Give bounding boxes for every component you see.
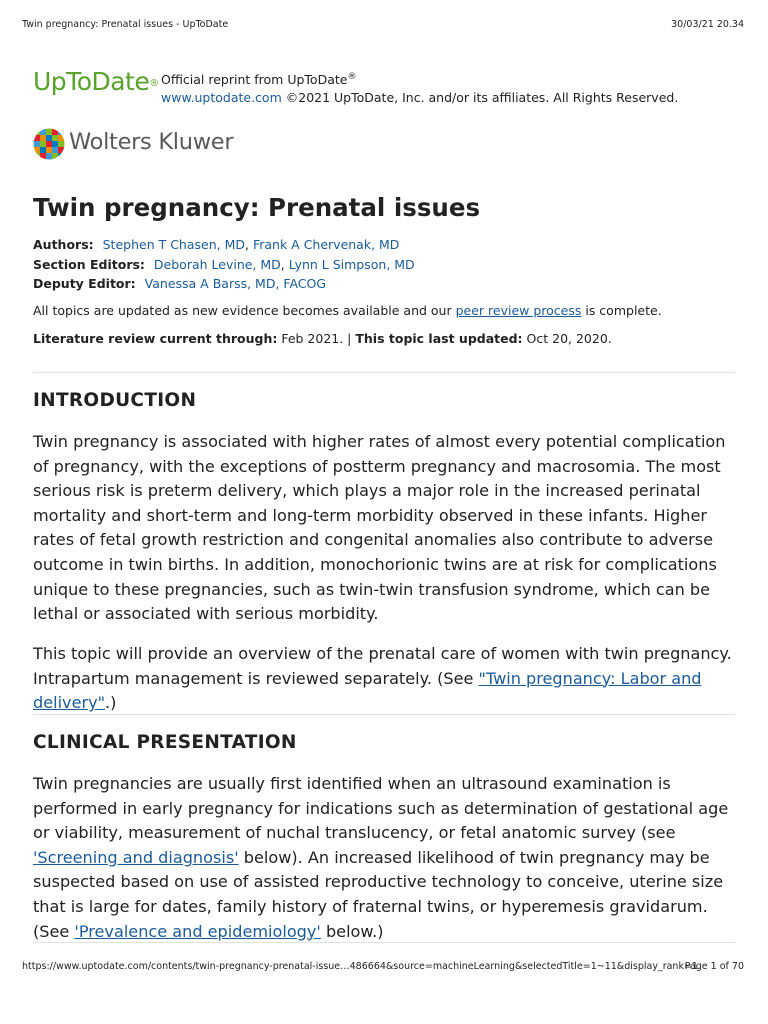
prevalence-epidemiology-link[interactable]: 'Prevalence and epidemiology' xyxy=(74,921,321,941)
print-header-datetime: 30/03/21 20.34 xyxy=(671,19,744,30)
author-separator: , xyxy=(245,237,253,252)
clinical-text: Twin pregnancies are usually first identified when an ultrasound examination is performed in early pregnancy for indications such as determination of gestational age or viability, measurement of nuchal translucency, or fetal anatomic survey (see xyxy=(33,774,729,843)
update-note-text: All topics are updated as new evidence becomes available and our xyxy=(33,303,456,318)
print-header-title: Twin pregnancy: Prenatal issues - UpToDate xyxy=(22,19,229,30)
author-link[interactable]: Stephen T Chasen, MD xyxy=(102,237,245,252)
page-title: Twin pregnancy: Prenatal issues xyxy=(33,193,481,222)
scope-text-end: .) xyxy=(105,693,117,713)
wolters-kluwer-globe-icon xyxy=(33,128,65,160)
uptodate-logo[interactable] xyxy=(33,66,159,98)
uptodate-logo-text: UpToDate xyxy=(33,67,150,96)
clinical-presentation-paragraph xyxy=(33,772,738,944)
page-number: Page 1 of 70 xyxy=(684,961,744,972)
divider xyxy=(33,714,735,715)
update-note-end: is complete. xyxy=(581,303,662,318)
section-editors-line xyxy=(33,255,415,275)
peer-review-link[interactable]: peer review process xyxy=(455,303,582,318)
last-updated-value: Oct 20, 2020. xyxy=(522,331,612,346)
deputy-editor-label: Deputy Editor: xyxy=(33,276,136,291)
labor-delivery-link[interactable]: "Twin pregnancy: Labor and delivery" xyxy=(33,668,702,713)
deputy-editor-link[interactable]: Vanessa A Barss, MD, FACOG xyxy=(144,276,327,291)
deputy-editor-line xyxy=(33,274,326,294)
introduction-paragraph: Twin pregnancy is associated with higher rates of almost every potential complication of pregnancy, with the exceptions of postterm pregnancy and macrosomia. The most serious risk is preterm delivery, which plays a major role in the increased perinatal mortality and short-term and long-term morbidity observed in these infants. Higher rates of fetal growth restriction and congenital anomalies also contribute to adverse outcome in twin births. In addition, monochorionic twins are at risk for complications unique to these pregnancies, such as twin-twin transfusion syndrome, which can be lethal or associated with serious morbidity. xyxy=(33,432,726,624)
section-editor-link[interactable]: Deborah Levine, MD xyxy=(153,257,281,272)
clinical-text-middle: below). An increased likelihood of twin pregnancy may be suspected based on use of assisted reproductive technology to conceive, uterine size that is large for dates, family history of fraternal twins, or hyperemesis gravidarum. (See xyxy=(33,847,724,941)
scope-text: This topic will provide an overview of the prenatal care of women with twin pregnancy. Intrapartum management is reviewed separately. (See xyxy=(33,644,732,688)
brand-row xyxy=(33,66,733,106)
divider xyxy=(33,372,735,373)
reprint-notice xyxy=(161,68,678,107)
reprint-mark: ® xyxy=(347,72,357,82)
print-footer xyxy=(22,961,744,975)
introduction-scope-paragraph xyxy=(33,642,738,716)
authors-line xyxy=(33,235,399,255)
literature-review-value: Feb 2021. | xyxy=(277,331,356,346)
copyright-text: ©2021 UpToDate, Inc. and/or its affiliates. All Rights Reserved. xyxy=(281,90,679,106)
screening-diagnosis-link[interactable]: 'Screening and diagnosis' xyxy=(33,847,239,867)
clinical-presentation-heading: CLINICAL PRESENTATION xyxy=(33,732,297,753)
update-note xyxy=(33,303,662,318)
last-updated-label: This topic last updated: xyxy=(355,331,523,346)
uptodate-logo-mark: ® xyxy=(149,78,159,89)
uptodate-site-link[interactable]: www.uptodate.com xyxy=(161,90,282,106)
section-editor-link[interactable]: Lynn L Simpson, MD xyxy=(288,257,415,272)
clinical-text-end: below.) xyxy=(320,921,384,941)
review-dates xyxy=(33,331,612,346)
author-link[interactable]: Frank A Chervenak, MD xyxy=(252,237,400,252)
section-editors-label: Section Editors: xyxy=(33,257,145,272)
print-footer-url: https://www.uptodate.com/contents/twin-pregnancy-prenatal-issue…486664&source=machineLearning&selectedTitle=1~11&display_rank=1 xyxy=(22,961,698,972)
editor-separator: , xyxy=(280,257,289,272)
wolters-kluwer-wordmark: Wolters Kluwer xyxy=(69,129,234,155)
introduction-heading: INTRODUCTION xyxy=(33,390,197,411)
print-header xyxy=(22,19,744,33)
divider xyxy=(33,942,735,943)
reprint-line: Official reprint from UpToDate xyxy=(161,72,348,88)
literature-review-label: Literature review current through: xyxy=(33,331,278,346)
authors-label: Authors: xyxy=(33,237,94,252)
